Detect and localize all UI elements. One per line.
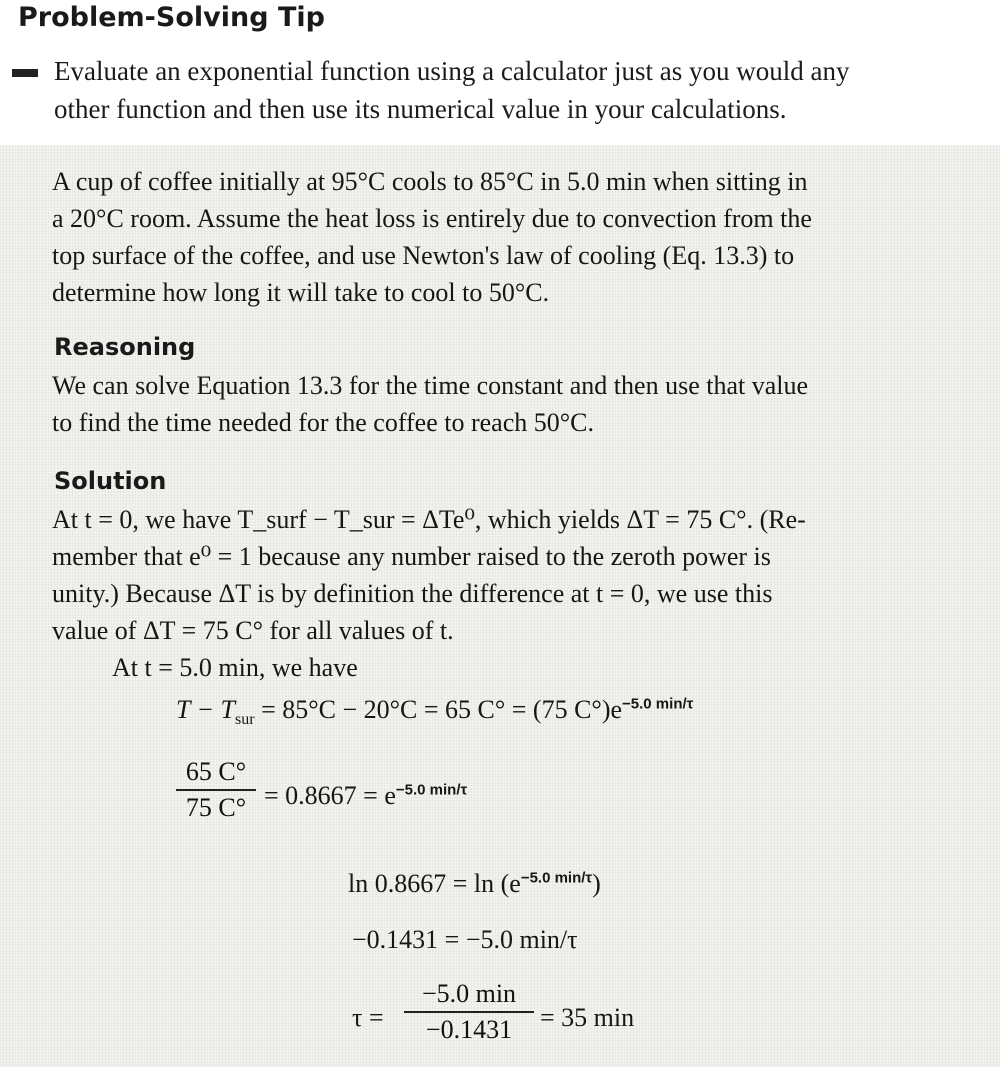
eq1-sup: −5.0 min/τ — [622, 695, 694, 713]
eq3-sup: −5.0 min/τ — [520, 869, 593, 887]
fraction-1-bar — [176, 789, 256, 791]
reasoning-text — [52, 367, 957, 441]
solution-heading: Solution — [54, 467, 167, 495]
reasoning-line: to find the time needed for the coffee to reach 50°C. — [52, 408, 594, 437]
fraction-2 — [404, 979, 534, 1045]
equation-5-right: = 35 min — [540, 1003, 635, 1032]
tip-line-2: other function and then use its numerical value in your calculations. — [54, 94, 787, 124]
reasoning-heading: Reasoning — [54, 333, 196, 361]
page-heading: Problem-Solving Tip — [18, 2, 325, 33]
bullet-icon — [12, 69, 38, 77]
equation-4: −0.1431 = −5.0 min/τ — [352, 925, 578, 954]
solution-text — [52, 501, 957, 686]
eq3-right: ) — [592, 869, 601, 898]
equation-2 — [264, 781, 467, 811]
problem-statement — [52, 163, 957, 311]
equation-5-left: τ = — [352, 1003, 384, 1032]
fraction-2-numerator: −5.0 min — [421, 979, 517, 1008]
tip-line-1: Evaluate an exponential function using a calculator just as you would any — [54, 56, 850, 86]
eq1-sub: sur — [235, 711, 255, 729]
fraction-2-denominator: −0.1431 — [425, 1015, 513, 1044]
solution-line: value of ΔT = 75 C° for all values of t. — [52, 616, 454, 645]
fraction-1-denominator: 75 C° — [185, 793, 247, 822]
eq2-mid: = 0.8667 = e — [264, 781, 396, 810]
fraction-1 — [176, 757, 256, 823]
fraction-2-bar — [404, 1011, 534, 1013]
equation-3 — [348, 869, 601, 899]
solution-line: At t = 0, we have T_surf − T_sur = ΔTe⁰, which yields ΔT = 75 C°. (Re- — [52, 505, 806, 534]
problem-line: determine how long it will take to cool to 50°C. — [52, 278, 550, 307]
eq1-mid: = 85°C − 20°C = 65 C° = (75 C°)e — [254, 695, 623, 724]
problem-line: top surface of the coffee, and use Newton's law of cooling (Eq. 13.3) to — [52, 241, 795, 270]
fraction-1-numerator: 65 C° — [185, 757, 247, 786]
eq3-left: ln 0.8667 = ln (e — [348, 869, 521, 898]
reasoning-line: We can solve Equation 13.3 for the time constant and then use that value — [52, 371, 809, 400]
eq2-sup: −5.0 min/τ — [395, 781, 468, 799]
problem-line: A cup of coffee initially at 95°C cools to 85°C in 5.0 min when sitting in — [52, 167, 808, 196]
solution-line: At t = 5.0 min, we have — [112, 653, 358, 682]
equation-1 — [176, 695, 693, 729]
example-box — [0, 145, 1000, 1067]
solution-line: unity.) Because ΔT is by definition the difference at t = 0, we use this — [52, 579, 773, 608]
eq1-left: T − T — [176, 695, 235, 724]
tip-item — [12, 52, 987, 128]
problem-line: a 20°C room. Assume the heat loss is entirely due to convection from the — [52, 204, 812, 233]
solution-line: member that e⁰ = 1 because any number raised to the zeroth power is — [52, 542, 771, 571]
